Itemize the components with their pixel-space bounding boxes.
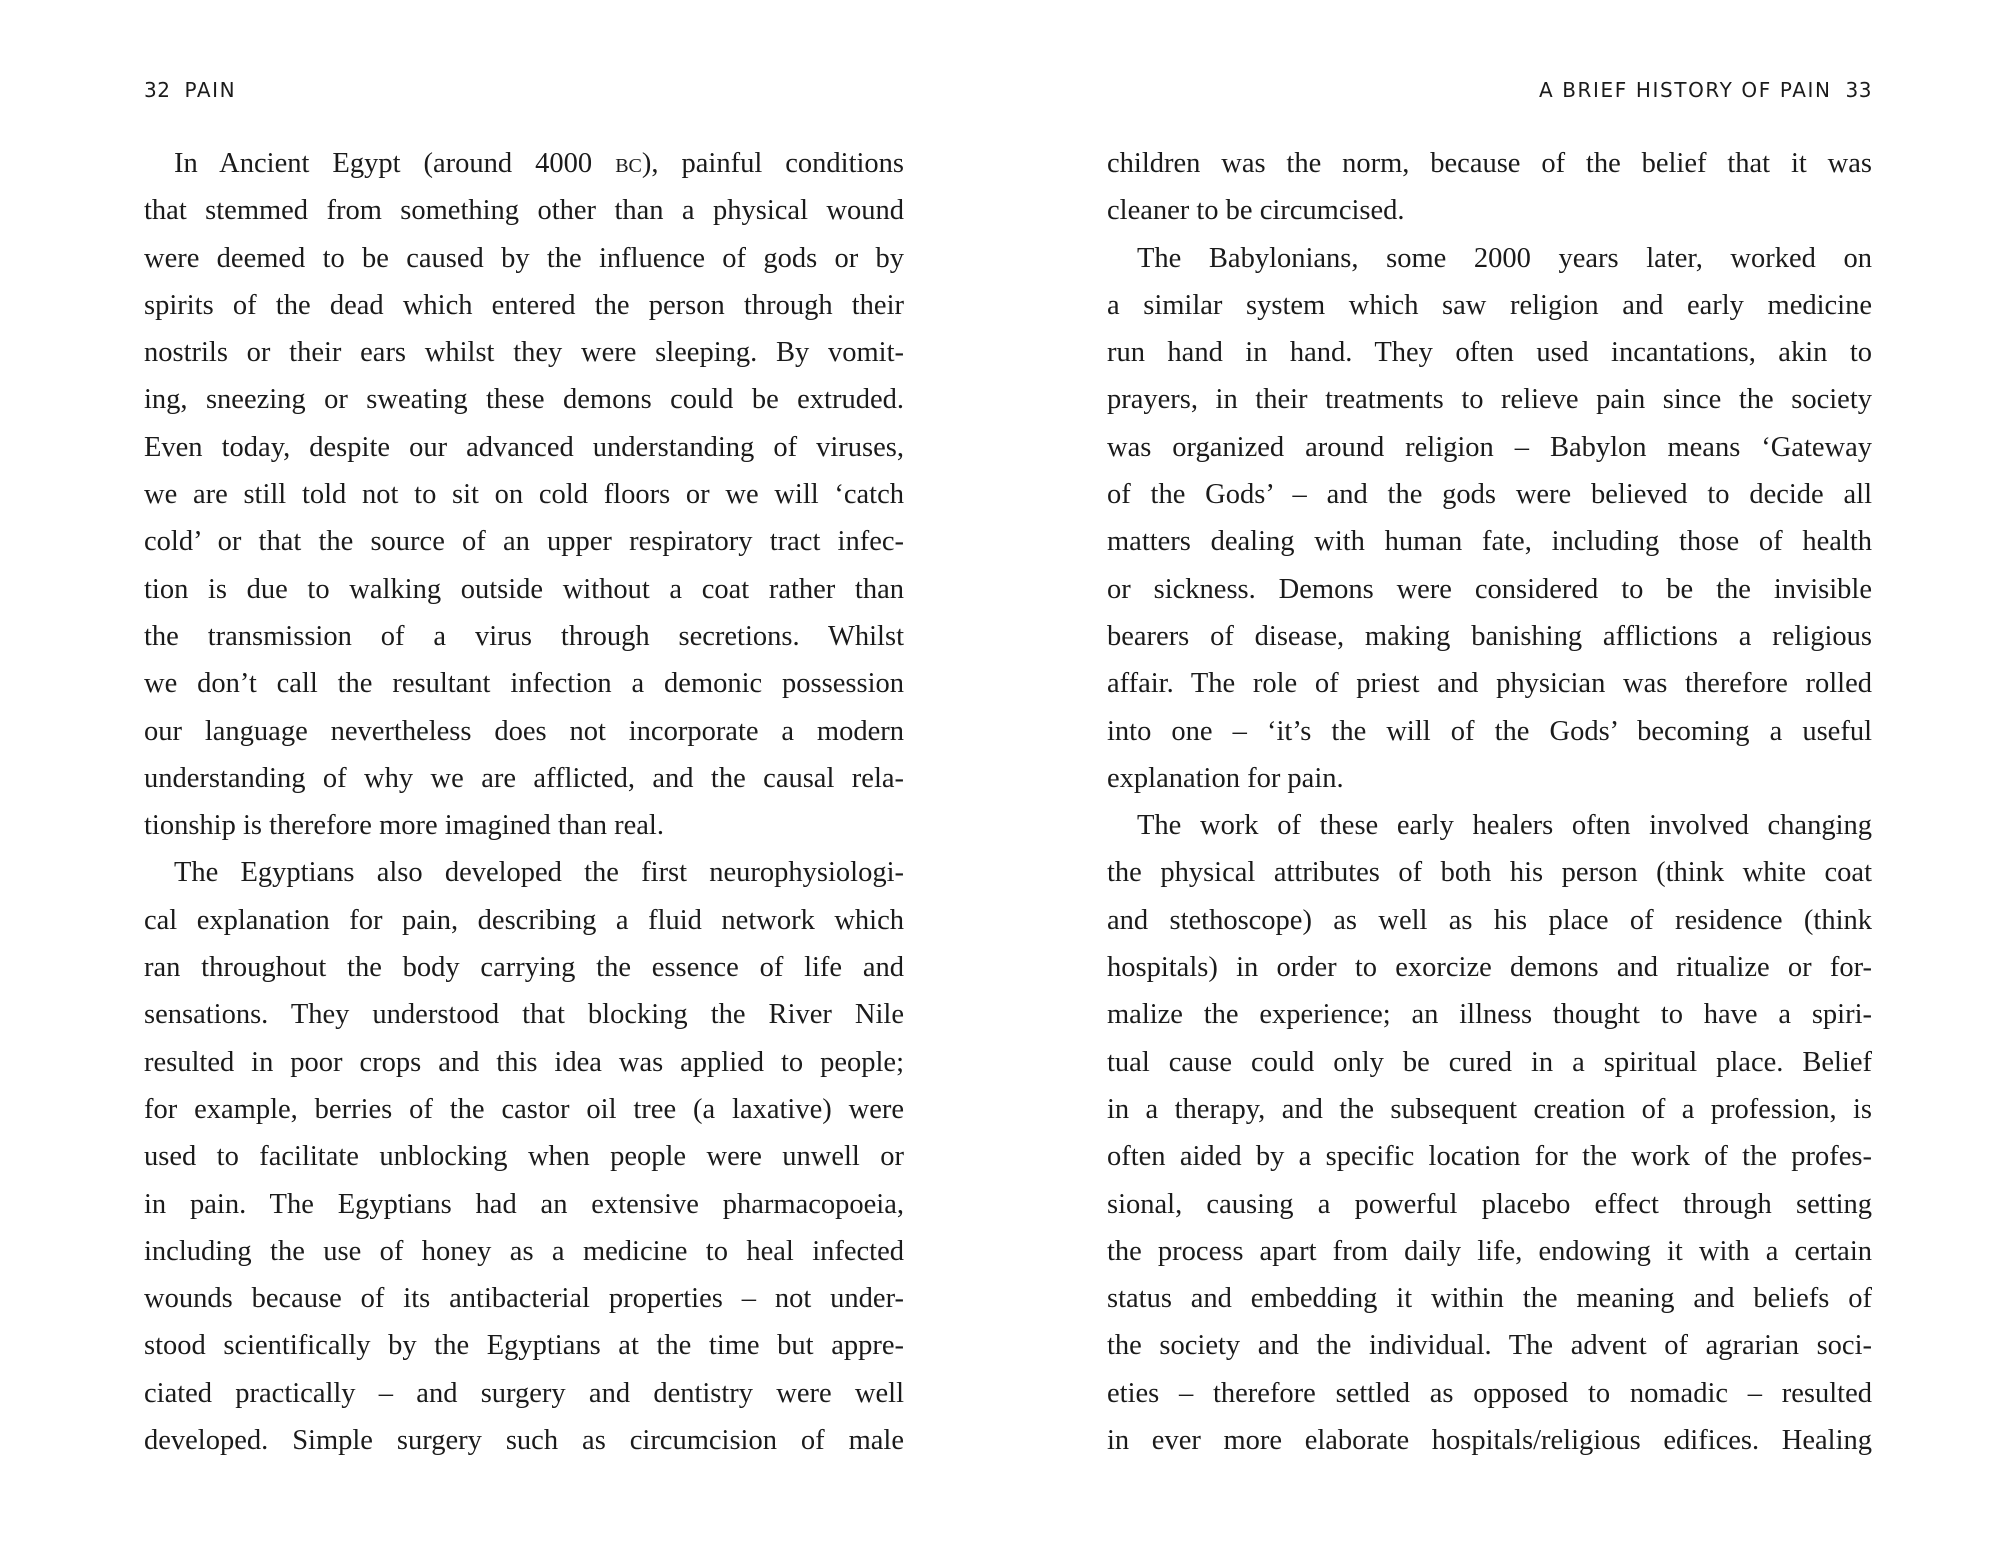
text-line: understanding of why we are afflicted, and the causal rela- (144, 762, 904, 794)
text-line: sional, causing a powerful placebo effect through setting (1107, 1188, 1872, 1220)
right-page-number: 33 (1845, 78, 1872, 102)
text-line: matters dealing with human fate, including those of health (1107, 526, 1872, 558)
right-body-text (1107, 140, 1872, 1464)
text-line: was organized around religion – Babylon means ‘Gateway (1107, 431, 1872, 463)
text-line: were deemed to be caused by the influence of gods or by (144, 242, 904, 274)
left-running-head (144, 78, 236, 102)
text-line: or sickness. Demons were considered to be the invisible (1107, 573, 1872, 605)
text-line: The work of these early healers often involved changing (1137, 810, 1872, 842)
text-line: the society and the individual. The advent of agrarian soci- (1107, 1330, 1872, 1362)
text-line: ciated practically – and surgery and dentistry were well (144, 1377, 904, 1409)
text-line: we are still told not to sit on cold floors or we will ‘catch (144, 479, 904, 511)
left-running-head-title: PAIN (184, 78, 237, 102)
text-line: affair. The role of priest and physician was therefore rolled (1107, 668, 1872, 700)
text-line: and stethoscope) as well as his place of residence (think (1107, 904, 1872, 936)
text-line: The Babylonians, some 2000 years later, worked on (1137, 242, 1872, 274)
text-line: for example, berries of the castor oil tree (a laxative) were (144, 1093, 904, 1125)
left-page-number: 32 (144, 78, 171, 102)
text-line: cold’ or that the source of an upper respiratory tract infec- (144, 526, 904, 558)
text-line: the physical attributes of both his person (think white coat (1107, 857, 1872, 889)
text-line: in a therapy, and the subsequent creation of a profession, is (1107, 1093, 1872, 1125)
right-page (1107, 0, 1872, 1548)
text-line: often aided by a specific location for the work of the profes- (1107, 1141, 1872, 1173)
text-line: of the Gods’ – and the gods were believed to decide all (1107, 479, 1872, 511)
right-running-head-title: A BRIEF HISTORY OF PAIN (1538, 78, 1832, 102)
left-page (144, 0, 904, 1548)
text-line: into one – ‘it’s the will of the Gods’ becoming a useful (1107, 715, 1872, 747)
text-line: ran throughout the body carrying the essence of life and (144, 952, 904, 984)
text-line: tual cause could only be cured in a spiritual place. Belief (1107, 1046, 1872, 1078)
text-line: stood scientifically by the Egyptians at the time but appre- (144, 1330, 904, 1362)
text-line: The Egyptians also developed the first neurophysiologi- (174, 857, 904, 889)
text-line: tion is due to walking outside without a coat rather than (144, 573, 904, 605)
text-line: bearers of disease, making banishing afflictions a religious (1107, 620, 1872, 652)
text-line: In Ancient Egypt (around 4000 bc), painful conditions (174, 148, 904, 179)
text-line: our language nevertheless does not incorporate a modern (144, 715, 904, 747)
text-line: cleaner to be circumcised. (1107, 195, 1405, 227)
left-body-text (144, 140, 904, 1464)
text-line: status and embedding it within the meaning and beliefs of (1107, 1283, 1872, 1315)
text-line: cal explanation for pain, describing a fluid network which (144, 904, 904, 936)
text-line: used to facilitate unblocking when people were unwell or (144, 1141, 904, 1173)
text-line: tionship is therefore more imagined than real. (144, 810, 664, 842)
era-abbreviation: bc (615, 148, 642, 179)
text-line: wounds because of its antibacterial properties – not under- (144, 1283, 904, 1315)
text-line: nostrils or their ears whilst they were sleeping. By vomit- (144, 337, 904, 369)
text-line: spirits of the dead which entered the person through their (144, 289, 904, 321)
text-line: including the use of honey as a medicine to heal infected (144, 1235, 904, 1267)
text-line: in ever more elaborate hospitals/religious edifices. Healing (1107, 1425, 1872, 1457)
right-running-head (1539, 78, 1872, 102)
text-line: malize the experience; an illness thought to have a spiri- (1107, 999, 1872, 1031)
text-line: developed. Simple surgery such as circumcision of male (144, 1425, 904, 1457)
text-line: a similar system which saw religion and early medicine (1107, 289, 1872, 321)
text-line: eties – therefore settled as opposed to nomadic – resulted (1107, 1377, 1872, 1409)
text-line: prayers, in their treatments to relieve pain since the society (1107, 384, 1872, 416)
text-line: run hand in hand. They often used incantations, akin to (1107, 337, 1872, 369)
text-line: children was the norm, because of the belief that it was (1107, 148, 1872, 179)
text-line: the transmission of a virus through secretions. Whilst (144, 620, 904, 652)
text-line: Even today, despite our advanced understanding of viruses, (144, 431, 904, 463)
text-line: hospitals) in order to exorcize demons and ritualize or for- (1107, 952, 1872, 984)
text-line: we don’t call the resultant infection a demonic possession (144, 668, 904, 700)
text-line: explanation for pain. (1107, 762, 1344, 794)
text-line: in pain. The Egyptians had an extensive pharmacopoeia, (144, 1188, 904, 1220)
text-line: the process apart from daily life, endowing it with a certain (1107, 1235, 1872, 1267)
text-line: sensations. They understood that blocking the River Nile (144, 999, 904, 1031)
text-line: ing, sneezing or sweating these demons could be extruded. (144, 384, 904, 416)
text-line: that stemmed from something other than a physical wound (144, 195, 904, 227)
text-line: resulted in poor crops and this idea was applied to people; (144, 1046, 904, 1078)
